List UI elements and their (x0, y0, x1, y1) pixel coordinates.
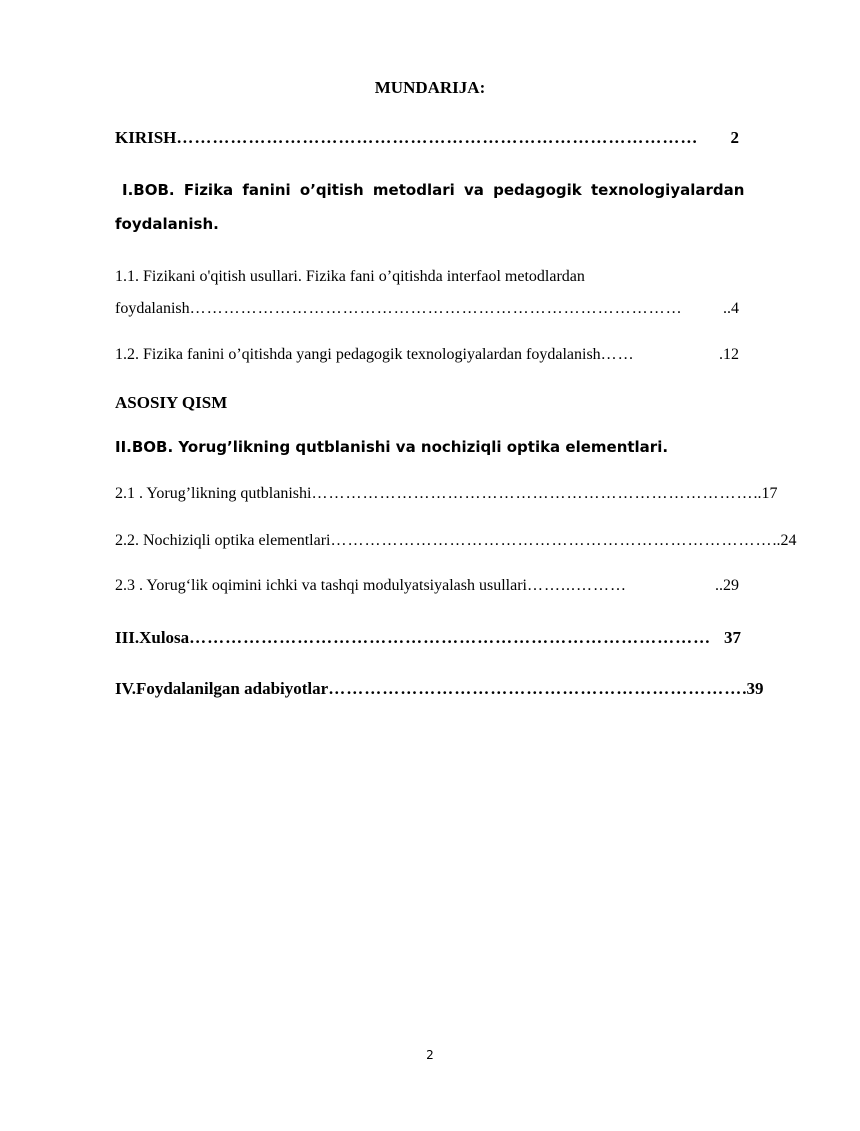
toc-entry-1-1-first-line: 1.1. Fizikani o'qitish usullari. Fizika fani o’qitishda interfaol metodlardan (115, 268, 585, 285)
toc-page-number: 37 (724, 628, 741, 647)
toc-page-number: 2 (730, 128, 739, 147)
toc-entry-label: 1.2. Fizika fanini o’qitishda yangi pedagogik texnologiyalardan foydalanish (115, 346, 601, 363)
toc-leader-dots: …………………………………………………………………… (311, 485, 754, 502)
toc-leader-dots: …………………………………………………………………… (330, 532, 773, 549)
section-heading-asosiy: ASOSIY QISM (115, 393, 228, 412)
toc-leader-dots: …………………………………………………………… (328, 679, 743, 698)
toc-entry-label: 2.1 . Yorug’likning qutblanishi (115, 485, 312, 502)
toc-entry-xulosa (115, 628, 741, 648)
chapter-2-heading: II.BOB. Yorug’likning qutblanishi va nochiziqli optika elementlari. (115, 438, 669, 456)
toc-entry-label: 2.2. Nochiziqli optika elementlari (115, 532, 331, 549)
toc-leader-dots: …………………………………………………………………………… (189, 628, 712, 647)
toc-entry-label: 2.3 . Yorug‘lik oqimini ichki va tashqi modulyatsiyalash usullari (115, 577, 527, 594)
toc-page-number: .12 (719, 346, 739, 363)
toc-entry-1-2 (115, 346, 739, 364)
toc-page-number: ..17 (753, 485, 778, 502)
toc-page-number: ..29 (715, 577, 739, 594)
toc-entry-label: foydalanish (115, 300, 190, 317)
toc-page-number: .39 (742, 679, 764, 698)
toc-page-number: ..4 (723, 300, 739, 317)
toc-leader-dots: ……...……… (526, 577, 627, 594)
toc-entry-2-3 (115, 577, 739, 595)
toc-leader-dots: …… (600, 346, 635, 363)
toc-entry-kirish (115, 128, 739, 148)
toc-entry-1-1 (115, 300, 739, 318)
toc-leader-dots: …………………………………………………………………………… (189, 300, 683, 317)
toc-entry-label: KIRISH (115, 128, 177, 147)
toc-page-number: ..24 (772, 532, 797, 549)
toc-entry-label: III.Xulosa (115, 628, 190, 647)
toc-leader-dots: …………………………………………………………………………… (176, 128, 699, 147)
toc-entry-2-2 (115, 532, 797, 550)
toc-entry-adabiyotlar (115, 679, 764, 699)
chapter-1-heading: I.BOB. Fizika fanini o’qitish metodlari va pedagogik texnologiyalardan (122, 181, 745, 199)
toc-entry-2-1 (115, 485, 778, 503)
page-number: 2 (426, 1048, 434, 1062)
chapter-1-heading-continued: foydalanish. (115, 215, 219, 233)
toc-entry-label: IV.Foydalanilgan adabiyotlar (115, 679, 329, 698)
page-title: MUNDARIJA: (374, 78, 486, 97)
